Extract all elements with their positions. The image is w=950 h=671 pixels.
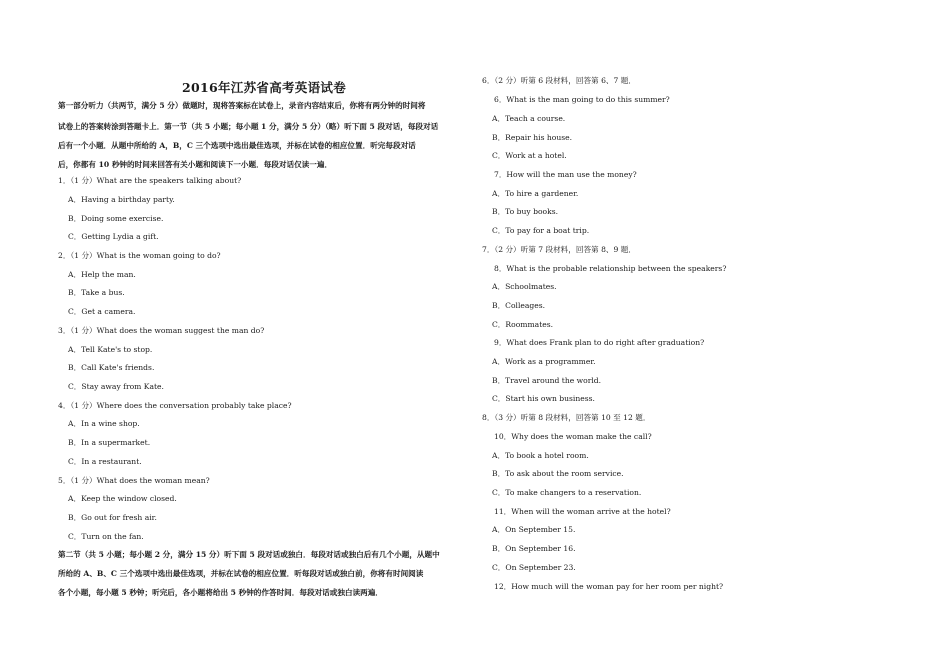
option-10b: B．To ask about the room service. (492, 469, 624, 478)
question-5: 5．（1 分）What does the woman mean? (58, 476, 210, 485)
question-2: 2．（1 分）What is the woman going to do? (58, 251, 221, 260)
option-6c: C．Work at a hotel. (492, 151, 567, 160)
section2-intro-line-2: 所给的 A、B、C 三个选项中选出最佳选项，并标在试卷的相应位置．听每段对话或独白前，你将有时间阅读 (58, 569, 424, 578)
option-7c: C．To pay for a boat trip. (492, 226, 590, 235)
question-9: 9．What does Frank plan to do right after graduation? (494, 338, 705, 347)
section1-intro-line-3: 后有一个小题．从题中所给的 A，B，C 三个选项中选出最佳选项，并标在试卷的相应位置．听完每段对话 (58, 141, 416, 150)
option-8b: B．Colleages. (492, 301, 546, 310)
option-9b: B．Travel around the world. (492, 376, 602, 385)
section1-intro-line-1: 第一部分听力（共两节，满分 5 分）做题时，现将答案标在试卷上，录音内容结束后，你将有两分钟的时间将 (58, 101, 426, 110)
option-1c: C．Getting Lydia a gift. (68, 232, 159, 241)
option-9c: C．Start his own business. (492, 394, 595, 403)
option-10a: A．To book a hotel room. (492, 451, 589, 460)
group-7-header: 7．（2 分）听第 7 段材料，回答第 8、9 题． (482, 245, 636, 254)
option-11b: B．On September 16. (492, 544, 576, 553)
option-2b: B．Take a bus. (68, 288, 125, 297)
page-title: 2016年江苏省高考英语试卷 (182, 80, 346, 95)
option-7b: B．To buy books. (492, 207, 559, 216)
section2-intro-line-3: 各个小题，每小题 5 秒钟；听完后，各小题将给出 5 秒钟的作答时间．每段对话或独白读两遍． (58, 588, 383, 597)
option-11c: C．On September 23. (492, 563, 576, 572)
question-12: 12．How much will the woman pay for her room per night? (494, 582, 724, 591)
option-11a: A．On September 15. (492, 525, 576, 534)
option-1b: B．Doing some exercise. (68, 214, 164, 223)
group-6-header: 6．（2 分）听第 6 段材料，回答第 6、7 题． (482, 76, 636, 85)
option-9a: A．Work as a programmer. (492, 357, 596, 366)
question-3: 3．（1 分）What does the woman suggest the man do? (58, 326, 265, 335)
question-8: 8．What is the probable relationship between the speakers? (494, 264, 727, 273)
section1-intro-line-2: 试卷上的答案转涂到答题卡上．第一节（共 5 小题；每小题 1 分，满分 5 分）（略）听下面 5 段对话，每段对话 (58, 122, 439, 131)
option-5b: B．Go out for fresh air. (68, 513, 157, 522)
option-2c: C．Get a camera. (68, 307, 136, 316)
option-4c: C．In a restaurant. (68, 457, 142, 466)
question-10: 10．Why does the woman make the call? (494, 432, 652, 441)
option-6b: B．Repair his house. (492, 133, 573, 142)
question-7: 7．How will the man use the money? (494, 170, 637, 179)
question-1: 1．（1 分）What are the speakers talking about? (58, 176, 242, 185)
group-8-header: 8．（3 分）听第 8 段材料，回答第 10 至 12 题． (482, 413, 651, 422)
question-11: 11．When will the woman arrive at the hotel? (494, 507, 671, 516)
option-8c: C．Roommates. (492, 320, 554, 329)
option-4b: B．In a supermarket. (68, 438, 151, 447)
option-5a: A．Keep the window closed. (68, 494, 177, 503)
option-3b: B．Call Kate's friends. (68, 363, 155, 372)
option-5c: C．Turn on the fan. (68, 532, 144, 541)
option-4a: A．In a wine shop. (68, 419, 140, 428)
option-7a: A．To hire a gardener. (492, 189, 579, 198)
section1-intro-line-4: 后，你都有 10 秒钟的时间来回答有关小题和阅读下一小题．每段对话仅读一遍． (58, 160, 333, 169)
question-4: 4．（1 分）Where does the conversation probably take place? (58, 401, 292, 410)
section2-intro-line-1: 第二节（共 5 小题；每小题 2 分，满分 15 分）听下面 5 段对话或独白．每段对话或独白后有几个小题，从题中 (58, 550, 440, 559)
option-1a: A．Having a birthday party. (68, 195, 175, 204)
option-8a: A．Schoolmates. (492, 282, 557, 291)
option-3c: C．Stay away from Kate. (68, 382, 164, 391)
option-2a: A．Help the man. (68, 270, 136, 279)
option-6a: A．Teach a course. (492, 114, 566, 123)
option-3a: A．Tell Kate's to stop. (68, 345, 153, 354)
option-10c: C．To make changers to a reservation. (492, 488, 642, 497)
question-6: 6．What is the man going to do this summer? (494, 95, 670, 104)
